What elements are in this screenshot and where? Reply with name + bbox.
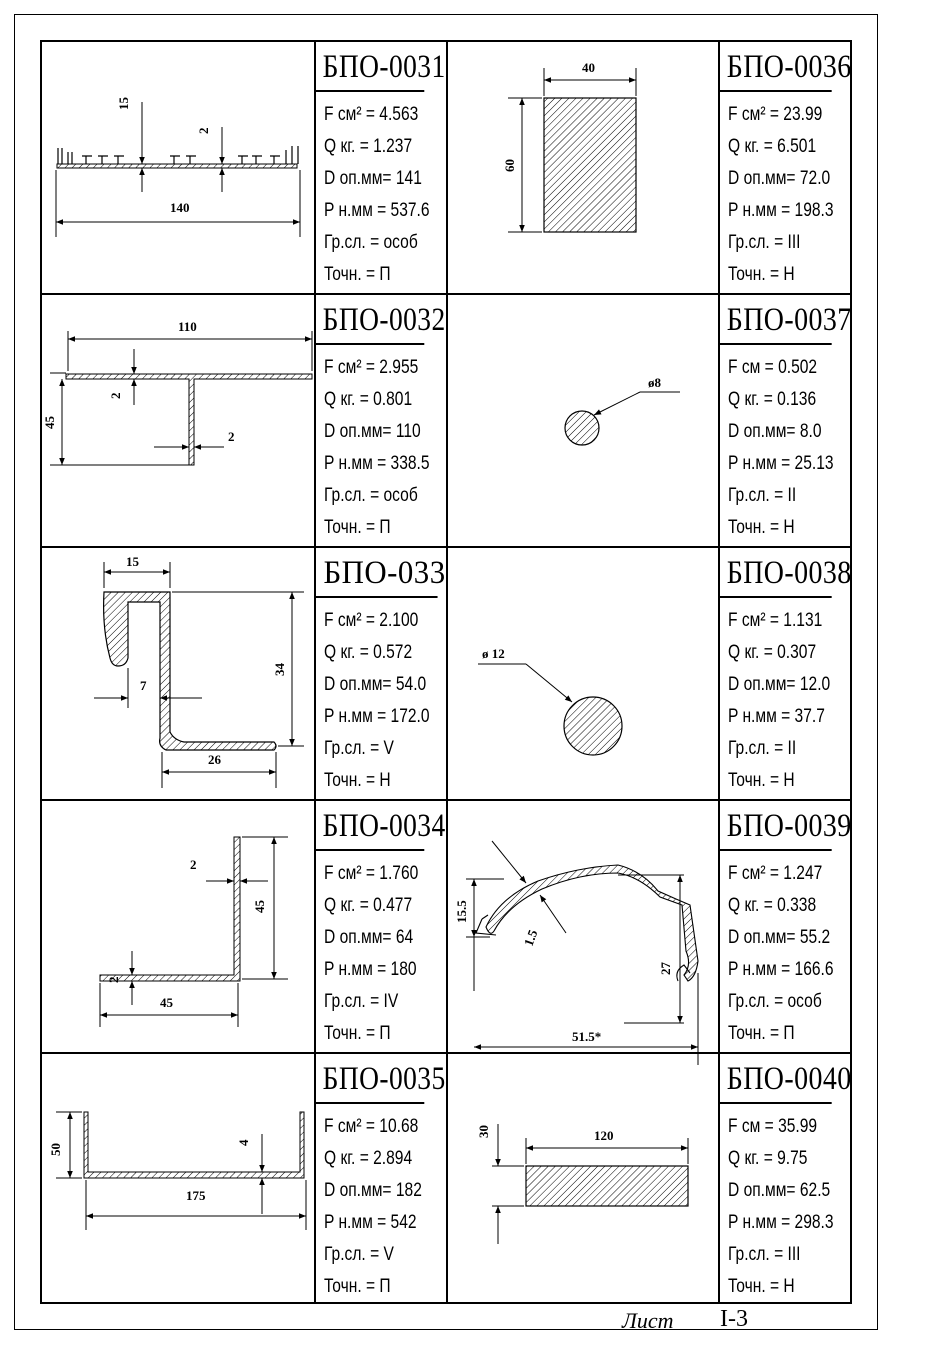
prop-circle-diameter: D оп.мм= 54.0 bbox=[324, 674, 427, 695]
prop-perimeter: P н.мм = 542 bbox=[324, 1212, 417, 1233]
prop-precision: Точн. = Н bbox=[728, 770, 795, 791]
prop-complexity-group: Гр.сл. = III bbox=[728, 1244, 801, 1265]
prop-complexity-group: Гр.сл. = IV bbox=[324, 991, 399, 1012]
dim-label: 45 bbox=[252, 900, 267, 913]
prop-perimeter: P н.мм = 198.3 bbox=[728, 200, 834, 221]
prop-weight: Q кг. = 0.136 bbox=[728, 389, 817, 410]
prop-weight: Q кг. = 9.75 bbox=[728, 1148, 808, 1169]
prop-circle-diameter: D оп.мм= 8.0 bbox=[728, 421, 822, 442]
profile-drawing-0040 bbox=[448, 1054, 718, 1305]
profile-properties bbox=[316, 345, 446, 546]
prop-precision: Точн. = П bbox=[324, 264, 391, 285]
prop-precision: Точн. = Н bbox=[728, 517, 795, 538]
profile-drawing-0038 bbox=[448, 548, 718, 799]
profile-code: БПО-0038 bbox=[720, 548, 832, 598]
prop-precision: Точн. = П bbox=[324, 1276, 391, 1297]
dim-label: 15.5 bbox=[454, 900, 469, 923]
dim-label: 27 bbox=[658, 962, 673, 975]
prop-perimeter: P н.мм = 298.3 bbox=[728, 1212, 834, 1233]
profile-properties bbox=[720, 1104, 852, 1305]
profile-properties bbox=[316, 598, 446, 799]
dim-label: 60 bbox=[502, 159, 517, 172]
profile-properties bbox=[720, 92, 852, 293]
prop-weight: Q кг. = 0.801 bbox=[324, 389, 413, 410]
profile-properties bbox=[316, 1104, 446, 1305]
profile-code: БПО-0039 bbox=[720, 801, 832, 851]
prop-complexity-group: Гр.сл. = II bbox=[728, 485, 797, 506]
profile-drawing-0032 bbox=[42, 295, 314, 546]
dim-label: 26 bbox=[208, 752, 221, 767]
profile-grid bbox=[40, 40, 852, 1304]
profile-drawing-0039 bbox=[448, 801, 718, 1052]
dim-label: 15 bbox=[116, 97, 131, 110]
sheet-label: Лист bbox=[622, 1308, 674, 1333]
profile-code: БПО-0031 bbox=[316, 42, 424, 92]
dim-label: 51.5* bbox=[572, 1029, 602, 1044]
prop-weight: Q кг. = 6.501 bbox=[728, 136, 817, 157]
prop-complexity-group: Гр.сл. = V bbox=[324, 1244, 394, 1265]
dim-label: 2 bbox=[108, 392, 123, 399]
profile-drawing-0034 bbox=[42, 801, 314, 1052]
sheet-number: I-3 bbox=[720, 1306, 748, 1332]
dim-label: 120 bbox=[594, 1128, 614, 1143]
profile-drawing-0035 bbox=[42, 1054, 314, 1305]
prop-circle-diameter: D оп.мм= 62.5 bbox=[728, 1180, 831, 1201]
dim-label: 40 bbox=[582, 60, 595, 75]
prop-perimeter: P н.мм = 37.7 bbox=[728, 706, 825, 727]
prop-precision: Точн. = Н bbox=[728, 1276, 795, 1297]
prop-area: F см² = 2.955 bbox=[324, 357, 419, 378]
prop-complexity-group: Гр.сл. = особ bbox=[324, 485, 418, 506]
dim-label: 2 bbox=[196, 127, 211, 134]
prop-area: F см² = 4.563 bbox=[324, 104, 419, 125]
prop-weight: Q кг. = 1.237 bbox=[324, 136, 413, 157]
prop-weight: Q кг. = 2.894 bbox=[324, 1148, 413, 1169]
dim-label: 34 bbox=[272, 663, 287, 676]
dim-label: 2 bbox=[106, 976, 121, 983]
prop-perimeter: P н.мм = 537.6 bbox=[324, 200, 430, 221]
profile-code: БПО-0034 bbox=[316, 801, 424, 851]
prop-circle-diameter: D оп.мм= 64 bbox=[324, 927, 414, 948]
prop-circle-diameter: D оп.мм= 141 bbox=[324, 168, 422, 189]
prop-area: F см² = 1.131 bbox=[728, 610, 823, 631]
dim-label: 45 bbox=[42, 416, 57, 429]
prop-weight: Q кг. = 0.338 bbox=[728, 895, 817, 916]
prop-circle-diameter: D оп.мм= 55.2 bbox=[728, 927, 831, 948]
prop-weight: Q кг. = 0.307 bbox=[728, 642, 817, 663]
prop-perimeter: P н.мм = 25.13 bbox=[728, 453, 834, 474]
profile-properties bbox=[316, 92, 446, 293]
prop-circle-diameter: D оп.мм= 72.0 bbox=[728, 168, 831, 189]
profile-code: БПО-0037 bbox=[720, 295, 832, 345]
prop-area: F см² = 1.760 bbox=[324, 863, 419, 884]
dim-label: 2 bbox=[190, 857, 197, 872]
prop-precision: Точн. = П bbox=[324, 1023, 391, 1044]
profile-code: БПО-0035 bbox=[316, 1054, 424, 1104]
prop-weight: Q кг. = 0.477 bbox=[324, 895, 413, 916]
dim-label: 50 bbox=[48, 1143, 63, 1156]
prop-area: F см = 35.99 bbox=[728, 1116, 818, 1137]
profile-drawing-0031 bbox=[42, 42, 314, 293]
prop-complexity-group: Гр.сл. = II bbox=[728, 738, 797, 759]
dim-label: 2 bbox=[228, 429, 235, 444]
prop-area: F см = 0.502 bbox=[728, 357, 818, 378]
prop-precision: Точн. = Н bbox=[324, 770, 391, 791]
prop-perimeter: P н.мм = 338.5 bbox=[324, 453, 430, 474]
profile-drawing-0037 bbox=[448, 295, 718, 546]
prop-circle-diameter: D оп.мм= 110 bbox=[324, 421, 421, 442]
dim-label: 175 bbox=[186, 1188, 206, 1203]
profile-drawing-0036 bbox=[448, 42, 718, 293]
prop-perimeter: P н.мм = 166.6 bbox=[728, 959, 834, 980]
dim-label: 45 bbox=[160, 995, 173, 1010]
prop-complexity-group: Гр.сл. = особ bbox=[324, 232, 418, 253]
prop-perimeter: P н.мм = 180 bbox=[324, 959, 417, 980]
dim-label: ø 12 bbox=[482, 646, 505, 661]
dim-label: 30 bbox=[476, 1125, 491, 1138]
prop-perimeter: P н.мм = 172.0 bbox=[324, 706, 430, 727]
prop-area: F см² = 23.99 bbox=[728, 104, 823, 125]
profile-drawing-0033 bbox=[42, 548, 314, 799]
profile-code: БПО-0036 bbox=[720, 42, 832, 92]
profile-code: БПО-0032 bbox=[316, 295, 424, 345]
prop-circle-diameter: D оп.мм= 12.0 bbox=[728, 674, 831, 695]
profile-properties bbox=[316, 851, 446, 1052]
dim-label: ø8 bbox=[648, 375, 661, 390]
prop-area: F см² = 2.100 bbox=[324, 610, 419, 631]
dim-label: 15 bbox=[126, 554, 139, 569]
prop-weight: Q кг. = 0.572 bbox=[324, 642, 413, 663]
prop-area: F см² = 10.68 bbox=[324, 1116, 419, 1137]
prop-precision: Точн. = П bbox=[324, 517, 391, 538]
prop-complexity-group: Гр.сл. = особ bbox=[728, 991, 822, 1012]
prop-area: F см² = 1.247 bbox=[728, 863, 823, 884]
prop-complexity-group: Гр.сл. = III bbox=[728, 232, 801, 253]
dim-label: 4 bbox=[236, 1139, 251, 1146]
profile-properties bbox=[720, 598, 852, 799]
profile-code: БПО-033 bbox=[316, 548, 438, 598]
prop-precision: Точн. = Н bbox=[728, 264, 795, 285]
profile-properties bbox=[720, 851, 852, 1052]
dim-label: 140 bbox=[170, 200, 190, 215]
prop-circle-diameter: D оп.мм= 182 bbox=[324, 1180, 422, 1201]
dim-label: 110 bbox=[178, 319, 197, 334]
prop-precision: Точн. = П bbox=[728, 1023, 795, 1044]
profile-properties bbox=[720, 345, 852, 546]
prop-complexity-group: Гр.сл. = V bbox=[324, 738, 394, 759]
dim-label: 7 bbox=[140, 678, 147, 693]
dim-label: 1.5 bbox=[520, 927, 541, 949]
profile-code: БПО-0040 bbox=[720, 1054, 832, 1104]
